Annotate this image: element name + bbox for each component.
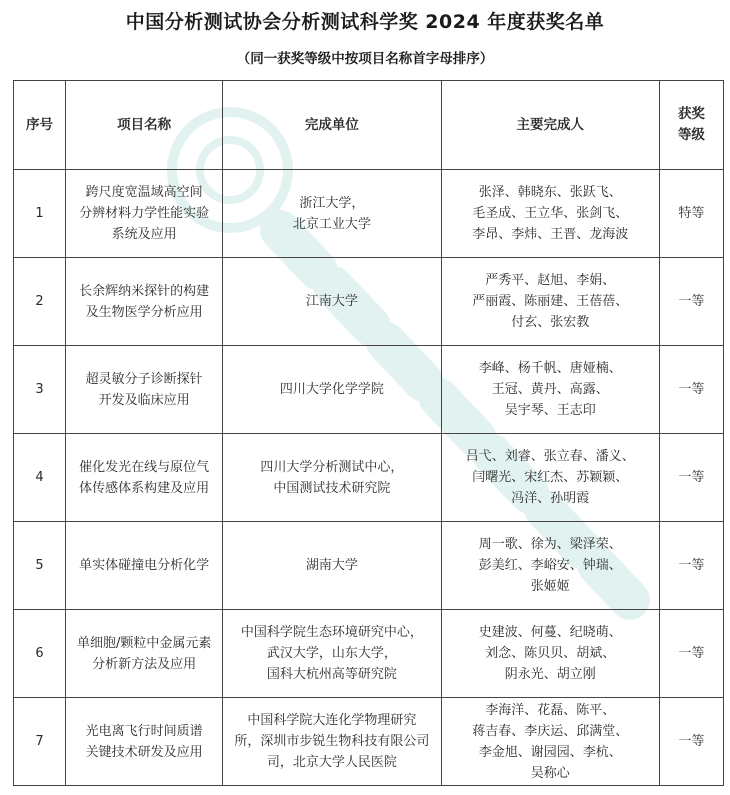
cell-unit-line: 北京工业大学 [292,216,371,232]
cell-level: 一等 [659,346,723,434]
header-index: 序号 [14,81,66,170]
cell-unit-line: 司，北京大学人民医院 [266,755,397,770]
cell-people-line: 李峰、杨千帆、唐娅楠、 [478,361,622,376]
cell-index: 2 [14,258,66,346]
cell-unit-line: 中国科学院大连化学物理研究 [247,713,417,728]
table-row [14,346,724,434]
cell-people-line: 付玄、张宏教 [511,315,590,330]
cell-level: 一等 [659,434,723,522]
cell-project [66,610,223,698]
cell-unit-line: 浙江大学， [299,195,365,211]
cell-unit [223,170,441,258]
header-project: 项目名称 [66,81,223,170]
cell-people-line: 张泽、韩晓东、张跃飞、 [478,185,622,200]
cell-people-line: 李海洋、花磊、陈平、 [485,702,616,718]
header-people: 主要完成人 [441,81,659,170]
header-level-line2: 等级 [677,127,705,143]
cell-index: 7 [14,698,66,786]
cell-project [66,170,223,258]
cell-people-line: 周一歌、徐为、梁泽荣、 [478,537,622,552]
cell-unit-line: 江南大学 [305,294,358,309]
cell-project-line: 开发及临床应用 [98,392,190,408]
cell-unit [223,346,441,434]
cell-people [441,434,659,522]
cell-index: 3 [14,346,66,434]
page-subtitle: （同一获奖等级中按项目名称首字母排序） [236,51,494,67]
cell-project-line: 单实体碰撞电分析化学 [79,558,210,573]
cell-project-line: 分辨材料力学性能实验 [79,206,210,221]
cell-unit-line: 武汉大学，山东大学， [266,646,397,661]
cell-unit-line: 四川大学分析测试中心， [260,459,404,475]
cell-project-line: 光电离飞行时间质谱 [85,723,203,739]
cell-unit-line: 中国测试技术研究院 [273,480,391,496]
cell-people [441,610,659,698]
cell-people-line: 严丽霞、陈丽建、王蓓蓓、 [472,294,629,309]
cell-people-line: 冯洋、孙明霞 [511,491,590,506]
table-row [14,170,724,258]
cell-index: 4 [14,434,66,522]
table-header-row [14,81,724,170]
cell-people-line: 毛圣成、王立华、张剑飞、 [472,206,629,221]
cell-project-line: 长余辉纳米探针的构建 [79,283,210,299]
cell-project [66,698,223,786]
cell-index: 5 [14,522,66,610]
cell-level: 特等 [659,170,723,258]
cell-people [441,258,659,346]
cell-people-line: 吴称心 [530,765,570,781]
cell-people [441,346,659,434]
cell-people-line: 彭美红、李峪安、钟瑞、 [478,558,622,573]
cell-level: 一等 [659,610,723,698]
cell-project-line: 关键技术研发及应用 [85,744,203,760]
table-row [14,610,724,698]
cell-project-line: 单细胞/颗粒中金属元素 [76,635,212,651]
cell-unit [223,610,441,698]
cell-people-line: 王冠、黄丹、高露、 [491,382,609,397]
award-table [13,80,724,786]
cell-level: 一等 [659,258,723,346]
cell-people-line: 张姬姬 [530,579,570,594]
table-row [14,698,724,786]
cell-project [66,346,223,434]
cell-unit [223,522,441,610]
cell-unit-line: 国科大杭州高等研究院 [266,667,397,682]
cell-unit-line: 四川大学化学学院 [279,382,384,397]
table-row [14,258,724,346]
cell-unit [223,434,441,522]
cell-level: 一等 [659,522,723,610]
cell-project-line: 及生物医学分析应用 [85,304,203,320]
cell-unit-line: 湖南大学 [305,558,358,573]
cell-project-line: 体传感体系构建及应用 [79,480,210,496]
cell-people-line: 刘念、陈贝贝、胡斌、 [485,646,616,661]
cell-people-line: 吴宇琴、王志印 [504,403,596,418]
cell-project-line: 系统及应用 [111,227,177,242]
cell-people-line: 蒋吉春、李庆运、邱满堂、 [472,723,629,739]
cell-project [66,434,223,522]
cell-project-line: 分析新方法及应用 [92,656,197,672]
cell-people [441,170,659,258]
cell-people-line: 严秀平、赵旭、李娟、 [485,273,616,288]
cell-people-line: 李金旭、谢园园、李杭、 [478,744,622,760]
cell-unit-line: 中国科学院生态环境研究中心， [240,625,423,640]
cell-index: 6 [14,610,66,698]
cell-project-line: 催化发光在线与原位气 [79,459,210,475]
table-row [14,522,724,610]
header-level [659,81,723,170]
table-row [14,434,724,522]
cell-unit [223,258,441,346]
cell-project [66,522,223,610]
header-level-line1: 获奖 [677,106,705,122]
cell-project [66,258,223,346]
cell-people [441,522,659,610]
cell-people-line: 阴永光、胡立刚 [504,667,596,682]
cell-level: 一等 [659,698,723,786]
cell-unit-line: 所，深圳市步锐生物科技有限公司 [234,734,430,749]
table-body [14,170,724,786]
cell-people [441,698,659,786]
cell-people-line: 吕弋、刘睿、张立春、潘义、 [465,449,635,464]
cell-index: 1 [14,170,66,258]
header-unit: 完成单位 [223,81,441,170]
cell-unit [223,698,441,786]
cell-people-line: 李昂、李炜、王晋、龙海波 [472,227,629,242]
cell-people-line: 史建波、何蔓、纪晓萌、 [478,625,622,640]
page-title: 中国分析测试协会分析测试科学奖 2024 年度获奖名单 [125,11,605,33]
cell-project-line: 超灵敏分子诊断探针 [85,371,203,387]
cell-people-line: 闫曙光、宋红杰、苏颖颖、 [472,470,629,485]
cell-project-line: 跨尺度宽温域高空间 [85,185,203,200]
